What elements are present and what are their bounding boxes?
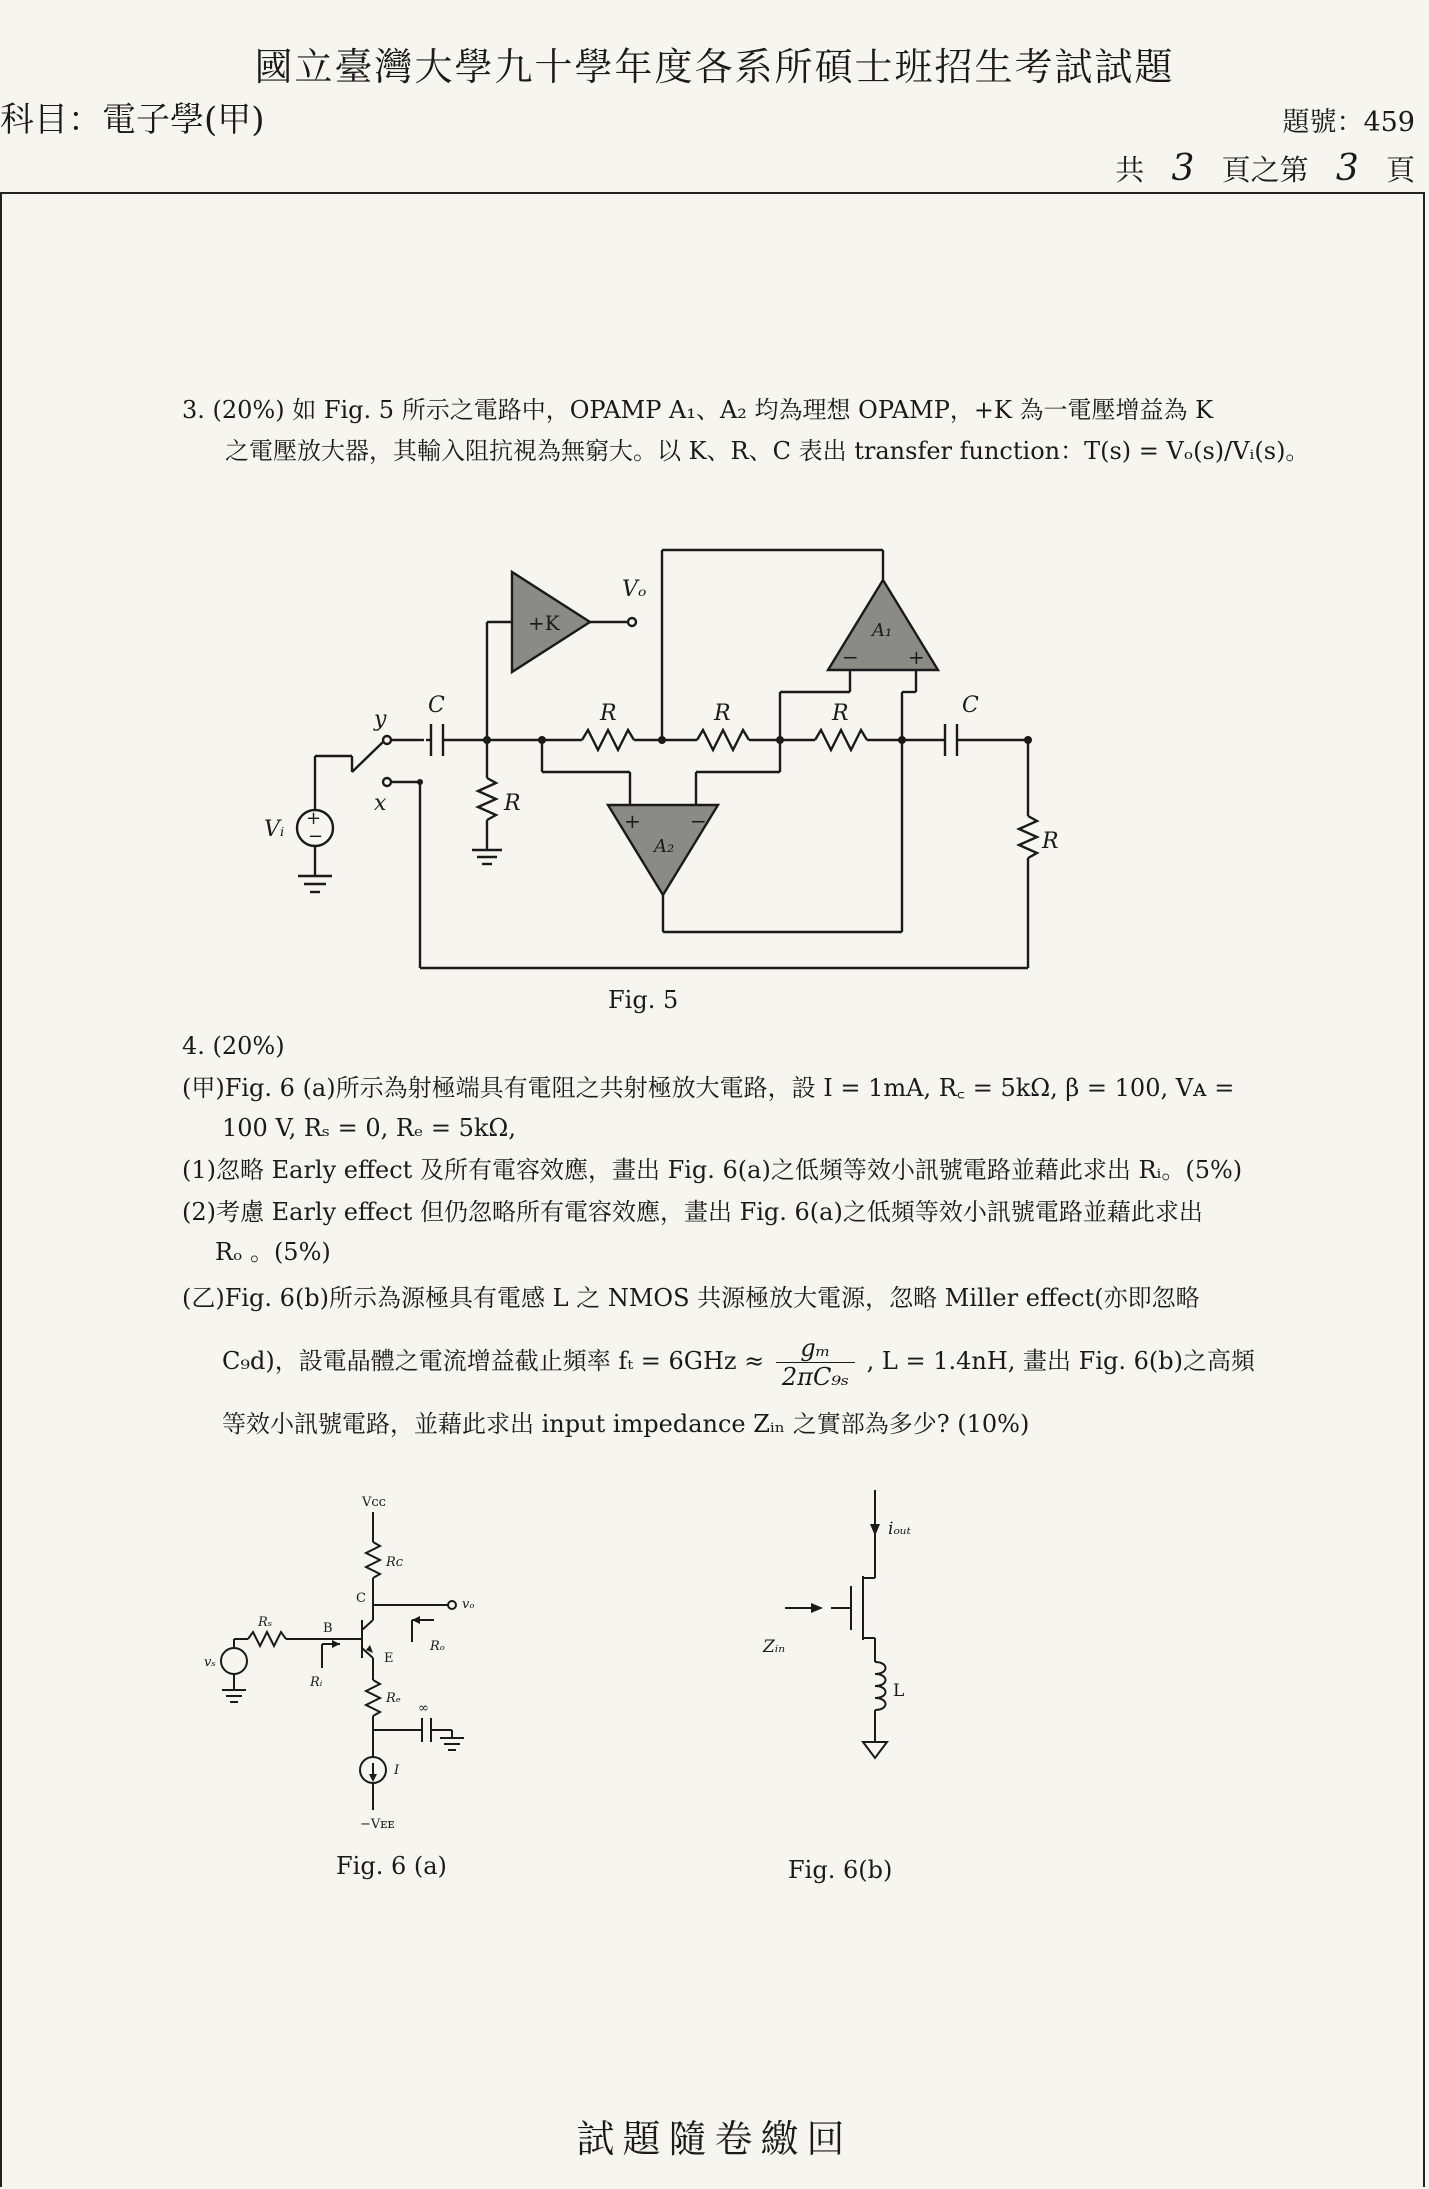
page-middle: 頁之第 (1221, 153, 1309, 187)
fig5-label-c2: C (962, 693, 979, 718)
fig6a-circuit (190, 1490, 520, 1840)
q4-sub-2-line-1: (2)考慮 Early effect 但仍忽略所有電容效應，畫出 Fig. 6(a)之低頻等效小訊號電路並藉此求出 (182, 1198, 1203, 1226)
fig5-vi-minus: − (308, 826, 324, 847)
q4-part-b-line-2-pre: C₉d)，設電晶體之電流增益截止頻率 fₜ = 6GHz ≈ (222, 1347, 765, 1375)
fig6a-vcc: Vᴄᴄ (362, 1495, 386, 1510)
ft-fraction (776, 1334, 855, 1391)
fig5-circuit (250, 530, 1110, 1000)
fig6a-vs: vₛ (204, 1655, 216, 1670)
fig5-label-gain: +K (528, 611, 560, 635)
fig5-label-vo: Vₒ (622, 577, 647, 602)
fig6b-zin: Zᵢₙ (763, 1637, 786, 1657)
q4-sub-1: (1)忽略 Early effect 及所有電容效應，畫出 Fig. 6(a)之低頻等效小訊號電路並藉此求出 Rᵢ。(5%) (182, 1156, 1243, 1184)
fig5-label-a1: A₁ (872, 620, 893, 641)
fig5-caption: Fig. 5 (608, 986, 679, 1014)
q4-part-b-line-2 (222, 1334, 1255, 1391)
fig6a-c: C (356, 1591, 366, 1606)
page-total: 3 (1171, 148, 1195, 189)
q4-sub-2-line-2: Rₒ 。(5%) (215, 1238, 331, 1266)
fig6a-inf: ∞ (418, 1701, 429, 1716)
fig6b-caption: Fig. 6(b) (788, 1856, 893, 1884)
fig5-label-r1: R (600, 701, 617, 726)
fig6a-ri: Rᵢ (310, 1675, 323, 1690)
fig6a-vee: −Vᴇᴇ (360, 1817, 395, 1832)
fig5-label-r-shunt: R (504, 791, 521, 816)
fig6a-rs: Rₛ (258, 1615, 273, 1630)
fig6b-circuit (745, 1480, 965, 1780)
fig6a-rc: Rᴄ (386, 1555, 404, 1570)
q3-line-1: 3. (20%) 如 Fig. 5 所示之電路中，OPAMP A₁、A₂ 均為理想 OPAMP，+K 為一電壓增益為 K (182, 396, 1214, 424)
fig6a-re: Rₑ (386, 1691, 401, 1706)
footer-note: 試題隨卷繳回 (576, 2117, 853, 2161)
q4-part-b-line-3: 等效小訊號電路，並藉此求出 input impedance Zᵢₙ 之實部為多少? (10%) (222, 1410, 1030, 1438)
fig6a-ro: Rₒ (430, 1639, 445, 1654)
fig5-a1-plus: + (908, 645, 925, 669)
fig6a-i: I (394, 1763, 400, 1778)
fig5-label-y: y (374, 707, 387, 732)
fig5-a2-plus: + (624, 809, 641, 833)
fraction-numerator: gₘ (776, 1334, 855, 1363)
q4-part-a-line-1: (甲)Fig. 6 (a)所示為射極端具有電阻之共射極放大電路，設 I = 1mA, R꜀ = 5kΩ, β = 100, Vᴀ = (182, 1074, 1235, 1102)
fig6a-e: E (384, 1651, 394, 1666)
q3-line-2: 之電壓放大器，其輸入阻抗視為無窮大。以 K、R、C 表出 transfer function：T(s) = Vₒ(s)/Vᵢ(s)。 (225, 437, 1310, 465)
fig6a-caption: Fig. 6 (a) (336, 1852, 447, 1880)
fig5-label-vi: Vᵢ (264, 817, 285, 842)
q4-part-b-line-1: (乙)Fig. 6(b)所示為源極具有電感 L 之 NMOS 共源極放大電源，忽略 Miller effect(亦即忽略 (182, 1284, 1200, 1312)
page-suffix: 頁 (1385, 153, 1415, 187)
fig5-label-r4: R (1042, 829, 1059, 854)
question-number: 題號：459 (1282, 107, 1415, 138)
fig6b-iout: iₒᵤₜ (888, 1519, 911, 1539)
q4-heading: 4. (20%) (182, 1032, 285, 1060)
fig5-vi-plus: + (306, 808, 322, 829)
q4-part-a-line-2: 100 V, Rₛ = 0, Rₑ = 5kΩ, (222, 1114, 516, 1142)
q4-part-b-line-2-post: , L = 1.4nH, 畫出 Fig. 6(b)之高頻 (866, 1347, 1255, 1375)
page-current: 3 (1335, 148, 1359, 189)
fig5-label-r3: R (832, 701, 849, 726)
subject-label: 科目：電子學(甲) (0, 100, 265, 140)
fig6a-vo: vₒ (462, 1597, 475, 1612)
fig5-label-r2: R (714, 701, 731, 726)
page-info (1115, 148, 1415, 189)
fraction-denominator: 2πC₉ₛ (781, 1363, 850, 1391)
fig5-label-c1: C (428, 693, 445, 718)
fig5-a1-minus: − (842, 645, 859, 669)
fig5-label-x: x (374, 791, 387, 816)
page-prefix: 共 (1115, 153, 1145, 187)
fig6a-b: B (323, 1621, 333, 1636)
fig6b-l: L (893, 1681, 905, 1701)
fig5-label-a2: A₂ (654, 836, 675, 857)
fig5-a2-minus: − (690, 809, 707, 833)
exam-title: 國立臺灣大學九十學年度各系所碩士班招生考試試題 (254, 45, 1175, 89)
